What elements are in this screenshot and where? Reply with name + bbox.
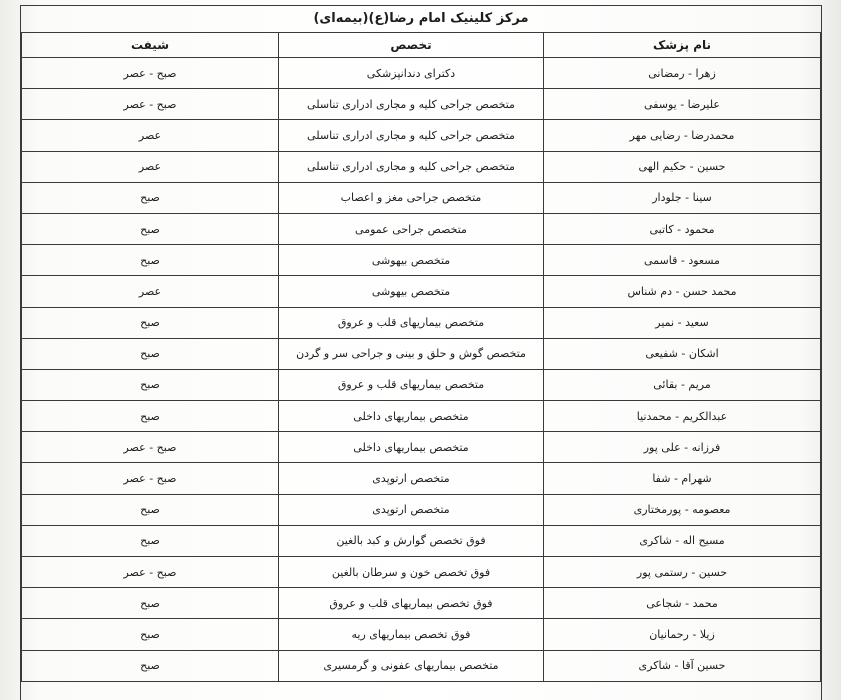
doctor-name-cell: مریم - بقائی (544, 369, 821, 400)
table-row (22, 213, 821, 244)
table-row (22, 401, 821, 432)
shift-cell: صبح (22, 401, 279, 432)
doctor-name-cell: علیرضا - یوسفی (544, 89, 821, 120)
table-row (22, 182, 821, 213)
shift-cell: عصر (22, 120, 279, 151)
shift-cell: صبح (22, 588, 279, 619)
doctor-name-cell: معصومه - پورمختاری (544, 494, 821, 525)
specialty-cell: متخصص جراحی عمومی (279, 213, 544, 244)
doctor-name-cell: محمد - شجاعی (544, 588, 821, 619)
shift-cell: صبح - عصر (22, 58, 279, 89)
table-row (22, 245, 821, 276)
shift-cell: صبح (22, 307, 279, 338)
table-row (22, 619, 821, 650)
doctor-name-cell: زیلا - رحمانیان (544, 619, 821, 650)
doctor-name-cell: مسیح اله - شاکری (544, 525, 821, 556)
doctor-name-cell: محمود - کاتبی (544, 213, 821, 244)
doctors-table (21, 33, 821, 682)
doctor-name-cell: فرزانه - علی پور (544, 432, 821, 463)
doctor-name-cell: سینا - جلودار (544, 182, 821, 213)
specialty-cell: متخصص بیماریهای قلب و عروق (279, 369, 544, 400)
specialty-cell: دکترای دندانپزشکی (279, 58, 544, 89)
table-row (22, 58, 821, 89)
specialty-cell: متخصص گوش و حلق و بینی و جراحی سر و گردن (279, 338, 544, 369)
shift-cell: صبح (22, 213, 279, 244)
shift-cell: صبح - عصر (22, 432, 279, 463)
shift-cell: صبح (22, 182, 279, 213)
table-row (22, 120, 821, 151)
shift-cell: صبح - عصر (22, 89, 279, 120)
doctor-name-cell: حسین - حکیم الهی (544, 151, 821, 182)
specialty-cell: متخصص جراحی مغز و اعصاب (279, 182, 544, 213)
doctor-name-cell: مسعود - قاسمی (544, 245, 821, 276)
specialty-cell: فوق تخصص گوارش و کبد بالغین (279, 525, 544, 556)
header-specialty: تخصص (279, 33, 544, 58)
doctor-name-cell: عبدالکریم - محمدنیا (544, 401, 821, 432)
specialty-cell: متخصص بیماریهای داخلی (279, 401, 544, 432)
specialty-cell: متخصص جراحی کلیه و مجاری ادراری تناسلی (279, 151, 544, 182)
table-row (22, 588, 821, 619)
table-row (22, 494, 821, 525)
specialty-cell: متخصص بیماریهای عفونی و گرمسیری (279, 650, 544, 681)
table-body (22, 58, 821, 682)
shift-cell: صبح (22, 650, 279, 681)
header-shift: شیفت (22, 33, 279, 58)
specialty-cell: فوق تخصص بیماریهای ریه (279, 619, 544, 650)
table-row (22, 151, 821, 182)
shift-cell: صبح (22, 619, 279, 650)
specialty-cell: متخصص جراحی کلیه و مجاری ادراری تناسلی (279, 120, 544, 151)
specialty-cell: متخصص بیهوشی (279, 245, 544, 276)
specialty-cell: متخصص بیماریهای داخلی (279, 432, 544, 463)
table-row (22, 525, 821, 556)
shift-cell: صبح (22, 245, 279, 276)
table-row (22, 650, 821, 681)
doctor-name-cell: حسین - رستمی پور (544, 557, 821, 588)
specialty-cell: فوق تخصص خون و سرطان بالغین (279, 557, 544, 588)
shift-cell: صبح - عصر (22, 557, 279, 588)
table-row (22, 89, 821, 120)
shift-cell: عصر (22, 276, 279, 307)
table-row (22, 432, 821, 463)
specialty-cell: متخصص ارتوپدی (279, 463, 544, 494)
specialty-cell: متخصص بیماریهای قلب و عروق (279, 307, 544, 338)
doctor-name-cell: محمد حسن - دم شناس (544, 276, 821, 307)
table-row (22, 338, 821, 369)
table-header-row (22, 33, 821, 58)
table-row (22, 463, 821, 494)
header-doctor-name: نام پزشک (544, 33, 821, 58)
shift-cell: صبح (22, 525, 279, 556)
clinic-schedule-sheet (20, 5, 822, 700)
shift-cell: صبح (22, 494, 279, 525)
doctor-name-cell: محمدرضا - رضایی مهر (544, 120, 821, 151)
doctor-name-cell: اشکان - شفیعی (544, 338, 821, 369)
doctor-name-cell: سعید - نمیر (544, 307, 821, 338)
table-row (22, 307, 821, 338)
table-row (22, 557, 821, 588)
specialty-cell: متخصص جراحی کلیه و مجاری ادراری تناسلی (279, 89, 544, 120)
shift-cell: صبح (22, 338, 279, 369)
doctor-name-cell: حسین آقا - شاکری (544, 650, 821, 681)
doctor-name-cell: شهرام - شفا (544, 463, 821, 494)
specialty-cell: فوق تخصص بیماریهای قلب و عروق (279, 588, 544, 619)
page-title: مرکز کلینیک امام رضا(ع)(بیمه‌ای) (21, 6, 821, 33)
specialty-cell: متخصص ارتوپدی (279, 494, 544, 525)
table-row (22, 369, 821, 400)
shift-cell: صبح (22, 369, 279, 400)
doctor-name-cell: زهرا - رمضانی (544, 58, 821, 89)
shift-cell: عصر (22, 151, 279, 182)
specialty-cell: متخصص بیهوشی (279, 276, 544, 307)
table-row (22, 276, 821, 307)
shift-cell: صبح - عصر (22, 463, 279, 494)
